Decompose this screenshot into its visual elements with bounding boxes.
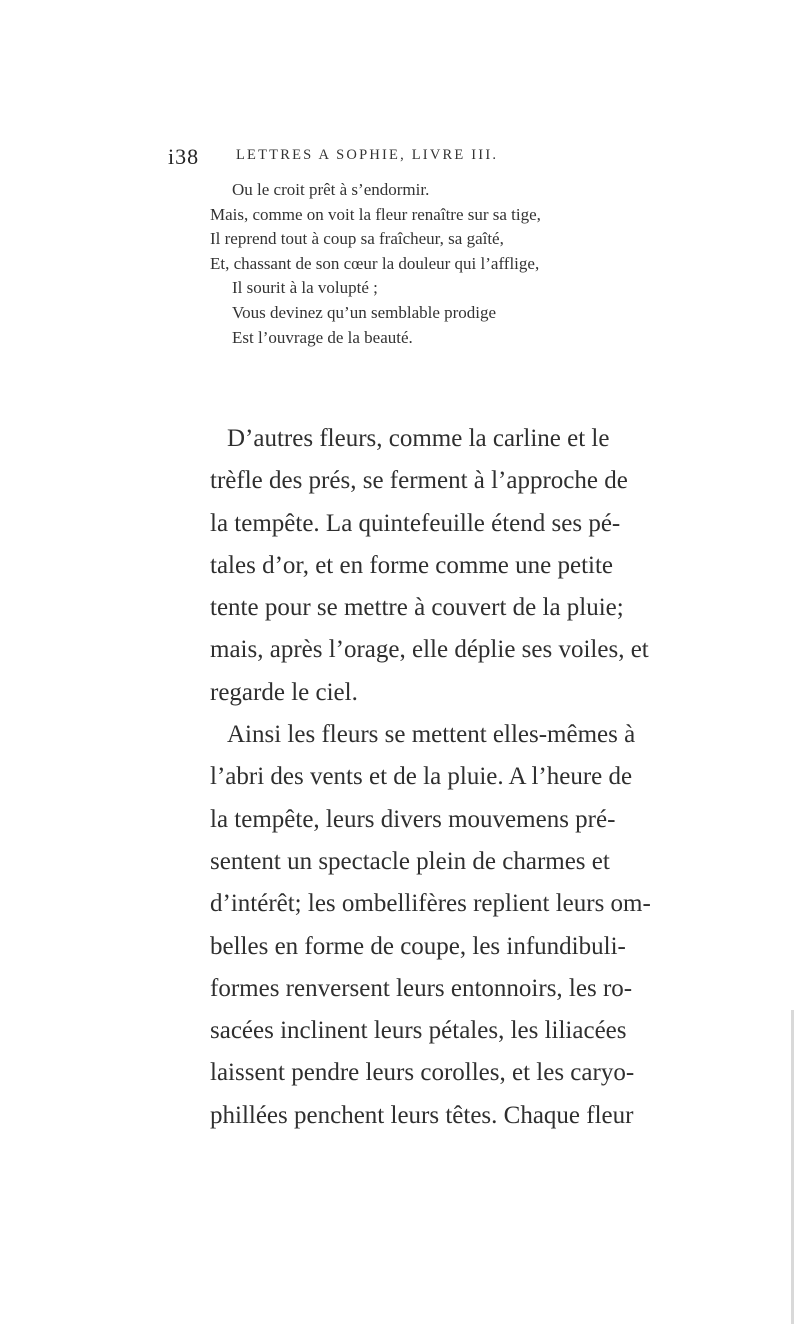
page-header	[168, 144, 638, 172]
running-title: LETTRES A SOPHIE, LIVRE III.	[236, 147, 499, 163]
prose-block	[210, 418, 650, 1137]
poem-block	[210, 178, 541, 350]
poem-line: Mais, comme on voit la fleur renaître sur sa tige,	[210, 204, 541, 224]
paragraph-line: la tempête. La quintefeuille étend ses pé-	[210, 509, 621, 537]
poem-line: Vous devinez qu’un semblable prodige	[232, 302, 497, 322]
paragraph-line: tales d’or, et en forme comme une petite	[210, 551, 614, 579]
paragraph-line: belles en forme de coupe, les infundibuli-	[210, 932, 626, 960]
paragraph-line: phillées penchent leurs têtes. Chaque fleur	[210, 1101, 634, 1129]
paragraph-line: tente pour se mettre à couvert de la pluie;	[210, 594, 624, 622]
poem-line: Il sourit à la volupté ;	[232, 278, 378, 298]
poem-line: Et, chassant de son cœur la douleur qui l’afflige,	[210, 253, 540, 273]
paragraph-line: l’abri des vents et de la pluie. A l’heure de	[210, 763, 633, 791]
paragraph-line: laissent pendre leurs corolles, et les caryo-	[210, 1059, 635, 1087]
paragraph-line: d’intérêt; les ombellifères replient leurs om-	[210, 890, 651, 918]
paragraph-line: trèfle des prés, se ferment à l’approche de	[210, 467, 628, 495]
paragraph-line: regarde le ciel.	[210, 678, 358, 706]
paragraph-line: D’autres fleurs, comme la carline et le	[227, 425, 610, 452]
paragraph-line: mais, après l’orage, elle déplie ses voiles, et	[210, 636, 649, 664]
paragraph-line: sentent un spectacle plein de charmes et	[210, 847, 610, 875]
poem-line: Il reprend tout à coup sa fraîcheur, sa gaîté,	[210, 229, 504, 249]
page-edge-shadow	[791, 1010, 794, 1324]
poem-line: Est l’ouvrage de la beauté.	[232, 327, 413, 347]
paragraph-line: sacées inclinent leurs pétales, les liliacées	[210, 1017, 627, 1045]
paragraph-line: la tempête, leurs divers mouvemens pré-	[210, 805, 616, 833]
page-number: i38	[168, 144, 200, 169]
poem-line: Ou le croit prêt à s’endormir.	[232, 180, 430, 199]
paragraph-line: Ainsi les fleurs se mettent elles-mêmes à	[227, 721, 636, 749]
paragraph-line: formes renversent leurs entonnoirs, les ro-	[210, 974, 633, 1002]
